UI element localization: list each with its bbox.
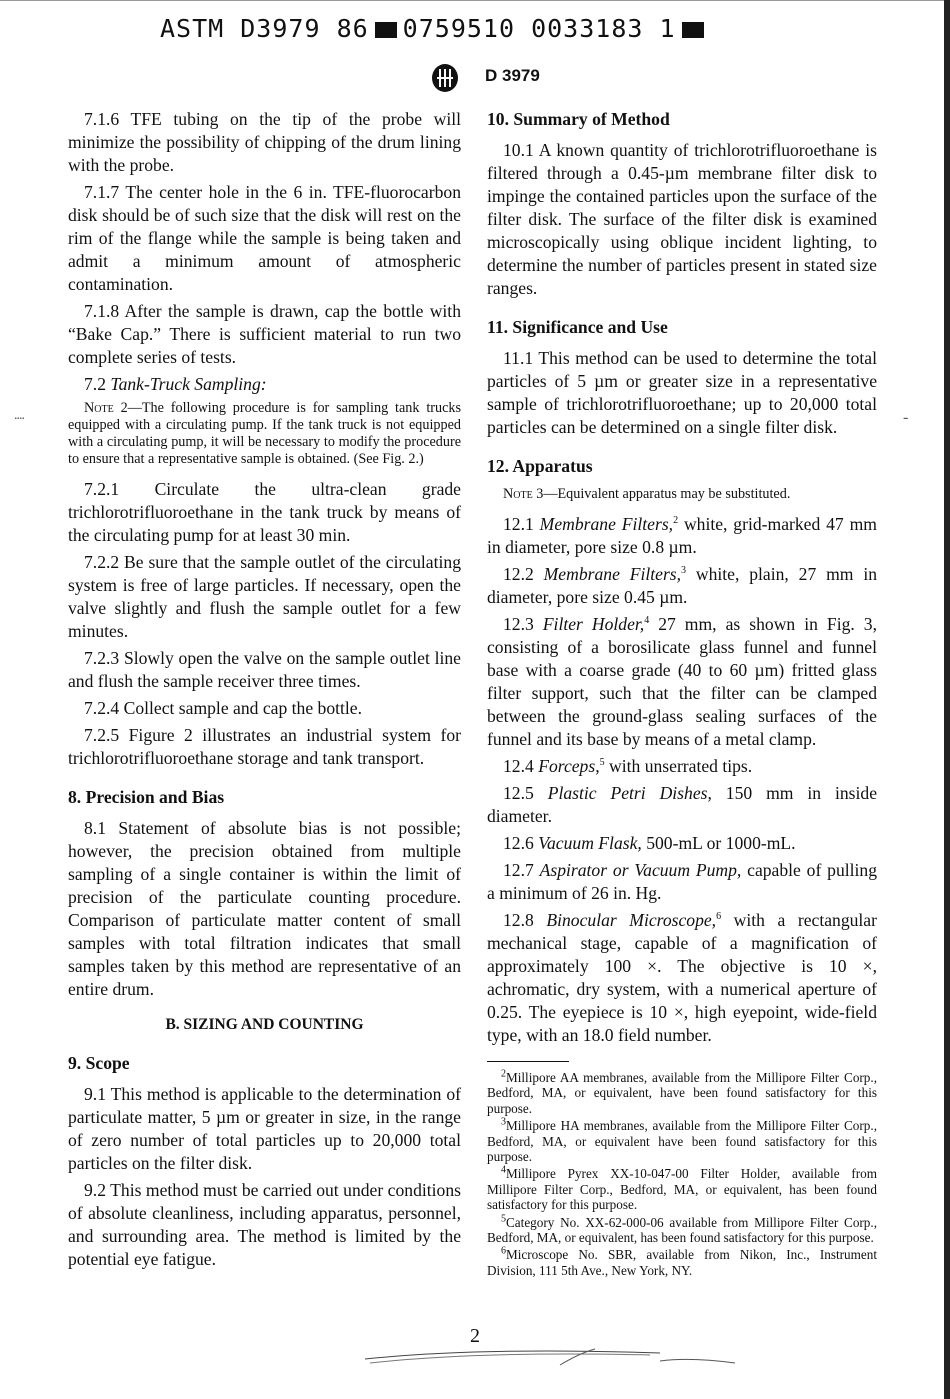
item-title: Plastic Petri Dishes, — [547, 783, 712, 803]
footnote-number: 2 — [501, 1068, 506, 1080]
section-number: 12.6 — [503, 833, 534, 853]
paragraph-7-2-1: 7.2.1 Circulate the ultra-clean grade trichlorotrifluoroethane in the tank truck by means of the circulating pump for at least 30 min. — [68, 479, 461, 545]
paragraph-11-1: 11.1 This method can be used to determine the total particles of 5 µm or greater size in a representative sample of trichlorotrifluoroethane; up to 20,000 total particles can be determined on a single filter disk. — [487, 348, 877, 437]
item-text: 500-mL or 1000-mL. — [646, 833, 796, 853]
footnote-ref: 3 — [681, 565, 687, 577]
footnote-text: Millipore AA membranes, available from the Millipore Filter Corp., Bedford, MA, or equivalent, have been found satisfactory for this purpose. — [487, 1070, 877, 1116]
paragraph-9-1: 9.1 This method is applicable to the determination of particulate matter, 5 µm or greater in size, in the range of zero number of total particles up to 20,000 total particles on the filter disk. — [68, 1084, 461, 1173]
scan-artifact-swoosh — [360, 1345, 740, 1375]
section-number: 12.4 — [503, 756, 534, 776]
right-column — [487, 108, 877, 1280]
note-2 — [68, 400, 461, 468]
strip-id-b: 0759510 0033183 1 — [402, 14, 676, 43]
paragraph-10-1: 10.1 A known quantity of trichlorotrifluoroethane is filtered through a 0.45-µm membrane filter disk to impinge the contained particles upon the surface of the filter disk. The surface of the filter disk is examined microscopically using oblique incident lighting, to determine the number of particles present in stated size ranges. — [487, 140, 877, 298]
heading-precision-bias: 8. Precision and Bias — [68, 787, 225, 807]
item-title: Vacuum Flask, — [538, 833, 642, 853]
note-label: Note — [84, 400, 114, 416]
item-text: capable of pulling a minimum of 26 in. Hg. — [487, 860, 877, 903]
designation-label: D 3979 — [485, 66, 540, 85]
section-title: Tank-Truck Sampling: — [110, 374, 267, 394]
footnote-ref: 4 — [644, 615, 650, 627]
footnote-5 — [487, 1215, 877, 1246]
item-text: with unserrated tips. — [609, 756, 753, 776]
footnote-text: Millipore HA membranes, available from the Millipore Filter Corp., Bedford, MA, or equivalent have been found satisfactory for this purpose. — [487, 1118, 877, 1165]
paragraph-7-2-4: 7.2.4 Collect sample and cap the bottle. — [84, 698, 363, 718]
footnote-rule — [487, 1061, 569, 1062]
heading-sizing-counting: B. SIZING AND COUNTING — [165, 1016, 364, 1033]
paragraph-12-3 — [487, 613, 877, 751]
section-number: 12.3 — [503, 614, 534, 634]
footnote-2 — [487, 1070, 877, 1116]
paragraph-7-2-3: 7.2.3 Slowly open the valve on the sample outlet line and flush the sample receiver three times. — [68, 648, 461, 691]
scan-edge-right — [944, 0, 950, 1399]
footnote-ref: 5 — [599, 757, 605, 769]
left-column — [68, 108, 461, 1275]
paragraph-7-1-7: 7.1.7 The center hole in the 6 in. TFE-fluorocarbon disk should be of such size that the disk will rest on the rim of the flange while the sample is being taken and admit a minimum amount of atmospheric contamination. — [68, 182, 461, 294]
item-title: Binocular Microscope, — [546, 910, 717, 930]
paragraph-8-1: 8.1 Statement of absolute bias is not possible; however, the precision obtained from multiple sampling of a single container is within the limit of precision of the particulate counting procedure. Comparison of particulate matter content of small samples with total filtration indicates that small samples taken by this method are representative of an entire drum. — [68, 818, 461, 999]
footnote-ref: 6 — [716, 911, 722, 923]
footnote-text: Microscope No. SBR, available from Nikon, Inc., Instrument Division, 111 5th Ave., New York, NY. — [487, 1247, 877, 1278]
footnote-number: 4 — [501, 1165, 506, 1177]
heading-significance-use: 11. Significance and Use — [487, 317, 668, 337]
footnote-text: Category No. XX-62-000-06 available from Millipore Filter Corp., Bedford, MA, or equivalent, has been found satisfactory for this purpose. — [487, 1214, 877, 1246]
paragraph-7-1-6: 7.1.6 TFE tubing on the tip of the probe will minimize the possibility of chipping of the drum lining with the probe. — [68, 109, 461, 175]
item-title: Filter Holder, — [542, 614, 645, 634]
footnote-number: 5 — [501, 1213, 506, 1225]
margin-mark-left: .... — [14, 408, 24, 423]
footnote-text: Millipore Pyrex XX-10-047-00 Filter Holder, available from Millipore Filter Corp., Bedford, MA, or equivalent, has been found satisfactory for this purpose. — [487, 1166, 877, 1213]
footnote-3 — [487, 1118, 877, 1164]
note-3 — [487, 486, 877, 503]
paragraph-12-4 — [487, 755, 877, 778]
redaction-block — [375, 22, 397, 38]
heading-apparatus: 12. Apparatus — [487, 456, 593, 476]
document-id-strip — [160, 14, 710, 43]
paragraph-7-2-5: 7.2.5 Figure 2 illustrates an industrial system for trichlorotrifluoroethane storage and tank transport. — [68, 725, 461, 768]
section-number: 12.8 — [503, 910, 534, 930]
item-title: Aspirator or Vacuum Pump, — [539, 860, 742, 880]
strip-id-a: ASTM D3979 86 — [160, 14, 369, 43]
item-text: white, grid-marked 47 mm in diameter, pore size 0.8 µm. — [487, 514, 877, 557]
footnote-number: 3 — [501, 1116, 506, 1128]
item-text: white, plain, 27 mm in diameter, pore size 0.45 µm. — [487, 564, 878, 607]
footnote-number: 6 — [501, 1246, 506, 1258]
item-title: Forceps, — [538, 756, 600, 776]
footnote-6 — [487, 1247, 877, 1278]
astm-logo-icon — [430, 63, 460, 93]
redaction-block — [682, 22, 704, 38]
page-number: 2 — [470, 1325, 480, 1347]
section-number: 12.7 — [503, 860, 534, 880]
paragraph-12-1 — [487, 513, 877, 559]
item-title: Membrane Filters, — [539, 514, 674, 534]
paragraph-7-1-8: 7.1.8 After the sample is drawn, cap the bottle with “Bake Cap.” There is sufficient material to run two complete series of tests. — [68, 301, 461, 367]
note-text: 2—The following procedure is for sampling tank trucks equipped with a circulating pump. If the tank truck is not equipped with a circulating pump, it will be necessary to modify the procedure to ensure that a representative sample is obtained. (See Fig. 2.) — [68, 400, 461, 467]
margin-mark-right: - — [903, 409, 909, 426]
heading-summary-method: 10. Summary of Method — [487, 109, 670, 129]
item-text: 150 mm in inside diameter. — [487, 783, 877, 826]
heading-scope: 9. Scope — [68, 1053, 130, 1073]
section-number: 12.2 — [503, 564, 534, 584]
paragraph-12-6 — [487, 832, 877, 855]
footnote-ref: 2 — [673, 515, 679, 527]
paragraph-12-8 — [487, 909, 877, 1047]
section-number: 12.1 — [503, 514, 534, 534]
paragraph-12-7 — [487, 859, 877, 905]
section-number: 12.5 — [503, 783, 534, 803]
item-title: Membrane Filters, — [543, 564, 682, 584]
item-text: with a rectangular mechanical stage, capable of a magnification of approximately 100 ×. The objective is 10 ×, achromatic, dry system, with a numerical aperture of 0.25. The eyepiece is 10 ×, high eyepoint, wide-field type, with an 18.0 field number. — [487, 910, 877, 1045]
scan-edge-top — [0, 0, 950, 7]
paragraph-7-2 — [68, 373, 461, 396]
paragraph-7-2-2: 7.2.2 Be sure that the sample outlet of the circulating system is free of large particles. If necessary, open the valve slightly and flush the sample outlet for a few minutes. — [68, 552, 461, 641]
note-label: Note — [503, 486, 533, 502]
section-number: 7.2 — [84, 374, 106, 394]
paragraph-9-2: 9.2 This method must be carried out under conditions of absolute cleanliness, including apparatus, personnel, and surrounding area. The method is limited by the potential eye fatigue. — [68, 1180, 461, 1269]
item-text: 27 mm, as shown in Fig. 3, consisting of a borosilicate glass funnel and funnel base with a coarse grade (40 to 60 µm) fritted glass filter support, such that the filter can be clamped between the ground-glass sealing surfaces of the funnel and its base by means of a metal clamp. — [487, 614, 877, 749]
paragraph-12-2 — [487, 563, 877, 609]
note-text: 3—Equivalent apparatus may be substituted. — [536, 486, 791, 502]
paragraph-12-5 — [487, 782, 877, 828]
footnote-4 — [487, 1166, 877, 1212]
